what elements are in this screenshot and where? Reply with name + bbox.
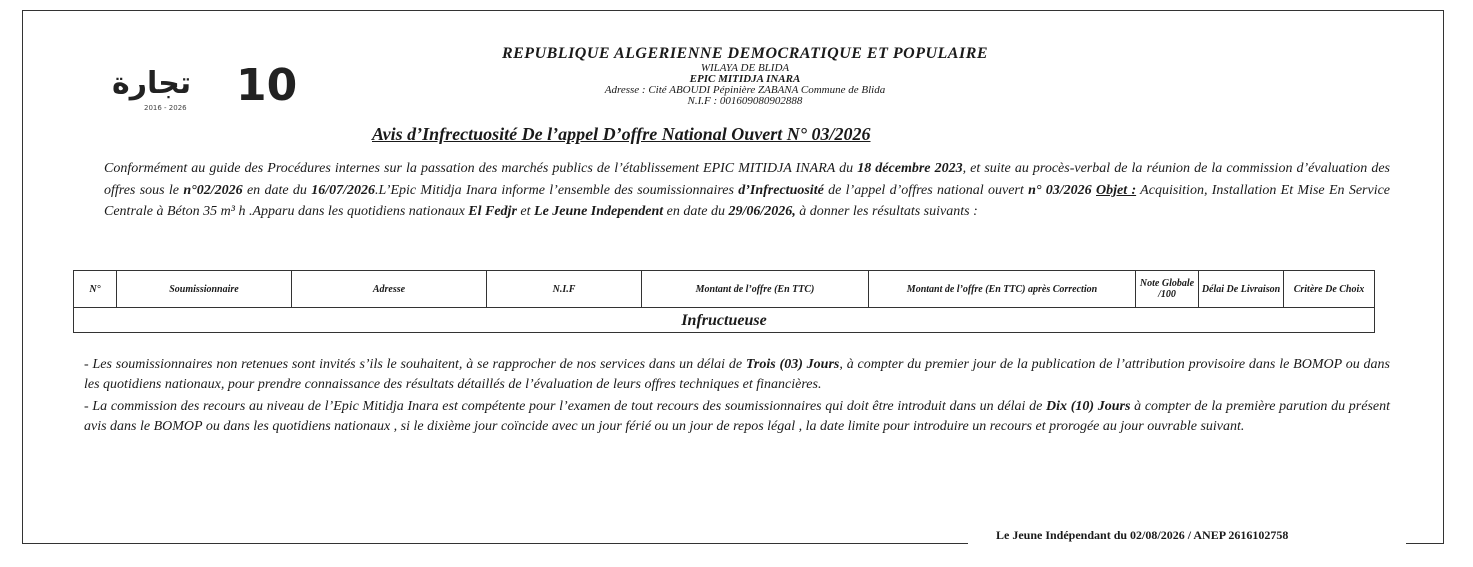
note-paragraph: - Les soumissionnaires non retenues sont invités s’ils le souhaitent, à se rapprocher de nos services dans un délai de Trois (03) Jours, à compter du premier jour de la publication de l’attribution provisoire dans le BOMOP ou dans les quotidiens nationaux, pour prendre connaissance des résultats détaillés de l’évaluation de leurs offres techniques et financières. [84,357,1391,392]
wilaya-line: WILAYA DE BLIDA [700,62,790,74]
col-header-corrected-amount: Montant de l’offre (En TTC) après Correction [869,271,1136,308]
col-header-address: Adresse [292,271,487,308]
logo [112,58,332,118]
nif-line: N.I.F : 001609080902888 [687,95,803,107]
col-header-nif: N.I.F [487,271,642,308]
col-header-bidder: Soumissionnaire [117,271,292,308]
intro-paragraph: Conformément au guide des Procédures internes sur la passation des marchés publics de l’établissement EPIC MITIDJA INARA du 18 décembre 2023, et suite au procès-verbal de la réunion de la commission d’évaluation des offres sous le n°02/2026 en date du 16/07/2026.L’Epic Mitidja Inara informe l’ensemble des soumissionnaires d’Infrectuosité de l’appel d’offres national ouvert n° 03/2026 Objet : Acquisition, Installation Et Mise En Service Centrale à Béton 35 m³ h .Apparu dans les quotidiens nationaux El Fedjr et Le Jeune Independent en date du 29/06/2026, à donner les résultats suivants : [104,161,1391,219]
col-header-delivery: Délai De Livraison [1199,271,1284,308]
table-row [74,308,1375,333]
republic-heading: REPUBLIQUE ALGERIENNE DEMOCRATIQUE ET POPULAIRE [501,45,989,62]
col-header-number: N° [74,271,117,308]
logo-arabic-text: تجارة [112,66,192,101]
col-header-choice: Critère De Choix [1284,271,1375,308]
table-header-row [74,271,1375,308]
epic-line: EPIC MITIDJA INARA [689,73,801,85]
notice-title: Avis d’Infrectuosité De l’appel D’offre National Ouvert N° 03/2026 [372,124,871,144]
logo-small-text: 2016 - 2026 [144,104,187,112]
result-cell: Infructueuse [74,308,1375,333]
publication-footer: Le Jeune Indépendant du 02/08/2026 / ANEP 2616102758 [996,528,1289,542]
col-header-score: Note Globale /100 [1136,271,1199,308]
address-line: Adresse : Cité ABOUDI Pépinière ZABANA Commune de Blida [604,84,886,96]
logo-number: 10 [236,60,298,111]
note-paragraph: - La commission des recours au niveau de l’Epic Mitidja Inara est compétente pour l’examen de tout recours des soumissionnaires qui doit être introduit dans un délai de Dix (10) Jours à compter de la première parution du présent avis dans le BOMOP ou dans les quotidiens nationaux , si le dixième jour coïncide avec un jour férié ou un jour de repos légal , la date limite pour introduire un recours et prorogée au jour ouvrable suivant. [84,399,1390,434]
col-header-offer-amount: Montant de l’offre (En TTC) [642,271,869,308]
results-table [73,270,1375,333]
notes-section [84,355,1390,439]
document-header [400,45,1090,107]
